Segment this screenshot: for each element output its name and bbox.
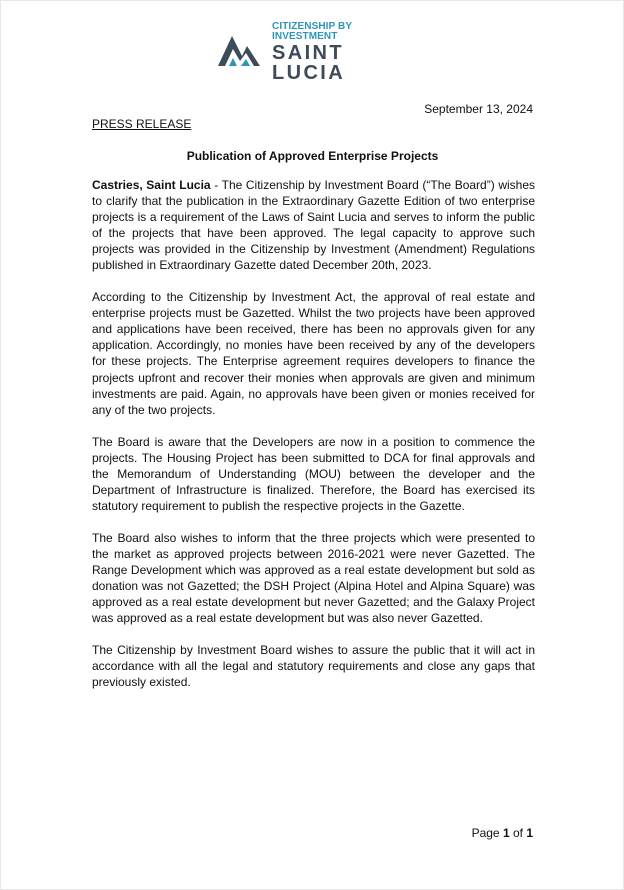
logo-line-secondary: SAINT LUCIA	[272, 41, 346, 84]
release-date: September 13, 2024	[424, 102, 533, 116]
page-of: of	[509, 826, 527, 840]
paragraph-previous-projects: The Board also wishes to inform that the three projects which were presented to the market as approved projects between 2016-2021 were never Gazetted. The Range Development which was approved as a real estate development but sold as donation was not Gazetted; the DSH Project (Alpina Hotel and Alpina Square) was approved as a real estate development but never Gazetted; and the Galaxy Project was approved as a real estate development but was also never Gazetted.	[92, 530, 535, 626]
document-body	[92, 177, 535, 706]
mountain-peaks-logo-icon	[216, 30, 266, 70]
document-title: Publication of Approved Enterprise Projects	[186, 149, 439, 163]
page-prefix: Page	[471, 826, 503, 840]
dateline: Castries, Saint Lucia	[92, 178, 211, 192]
press-release-label: PRESS RELEASE	[92, 117, 192, 131]
organization-logo	[216, 20, 416, 84]
page-current: 1	[502, 826, 510, 840]
paragraph-intro-text: - The Citizenship by Investment Board (“The Board”) wishes to clarify that the publication in the Extraordinary Gazette Edition of two enterprise projects is a requirement of the Laws of Saint Lucia and serves to inform the public of the projects that have been approved. The legal capacity to approve such projects was provided in the Citizenship by Investment (Amendment) Regulations published in Extraordinary Gazette dated December 20th, 2023.	[92, 178, 535, 273]
page-total: 1	[526, 826, 533, 840]
logo-line-primary: CITIZENSHIP BY INVESTMENT	[272, 20, 352, 42]
paragraph-gazette-requirement: According to the Citizenship by Investment Act, the approval of real estate and enterprise projects must be Gazetted. Whilst the two projects have been approved and applications have been received, there has been no approvals given for any application. Accordingly, no monies have been received by any of the developers for these projects. The Enterprise agreement requires developers to finance the projects upfront and recover their monies when approvals are given and minimum investments are paid. Again, no approvals have been given or monies received for any of the two projects.	[92, 290, 535, 417]
page-number	[472, 826, 533, 840]
paragraph-intro	[92, 177, 535, 273]
logo-wordmark	[272, 18, 416, 83]
paragraph-developers: The Board is aware that the Developers are now in a position to commence the projects. The Housing Project has been submitted to DCA for final approvals and the Memorandum of Understanding (MOU) between the developer and the Department of Infrastructure is finalized. Therefore, the Board has exercised its statutory requirement to publish the respective projects in the Gazette.	[92, 434, 535, 513]
paragraph-assurance: The Citizenship by Investment Board wishes to assure the public that it will act in accordance with all the legal and statutory requirements and close any gaps that previously existed.	[92, 643, 535, 690]
